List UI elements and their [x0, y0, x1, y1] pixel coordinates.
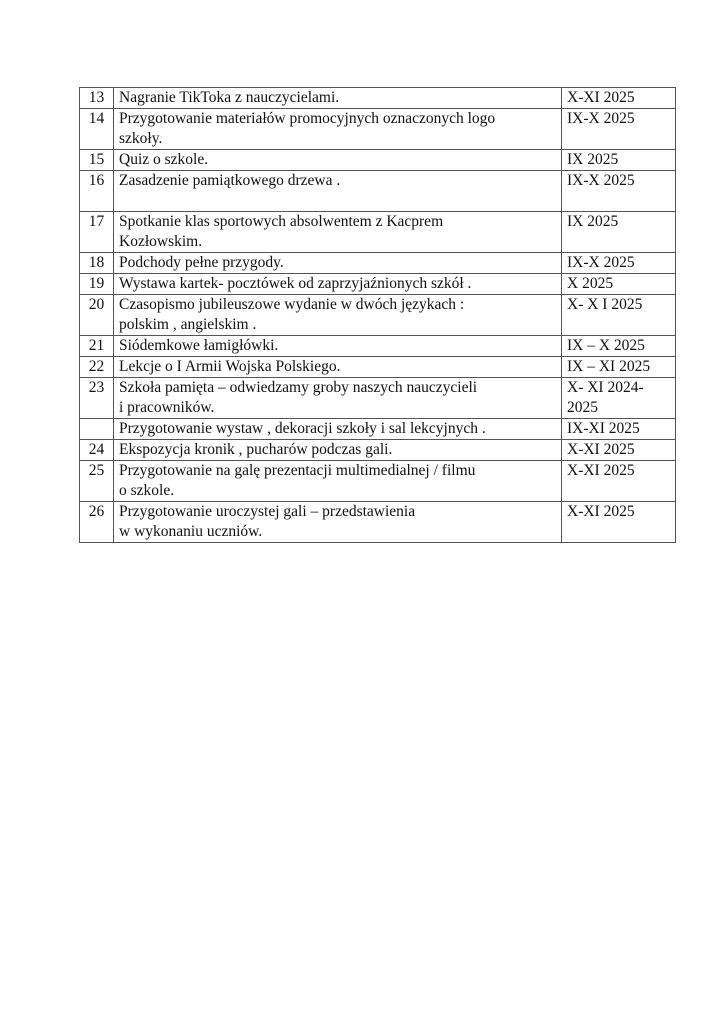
row-number: 13: [80, 88, 114, 109]
date-cell: [562, 461, 676, 502]
date-cell: [562, 253, 676, 274]
date-text: IX-X 2025: [567, 110, 635, 127]
task-cell: [114, 171, 562, 212]
task-text: w wykonaniu uczniów.: [119, 523, 263, 540]
task-cell: [114, 274, 562, 295]
date-text: IX 2025: [567, 213, 619, 230]
row-number: 14: [80, 109, 114, 150]
date-cell: [562, 150, 676, 171]
row-number: 22: [80, 357, 114, 378]
task-cell: [114, 109, 562, 150]
date-text: IX-X 2025: [567, 254, 635, 271]
date-text: IX 2025: [567, 151, 619, 168]
row-number: 23: [80, 378, 114, 419]
date-cell: [562, 295, 676, 336]
date-text: X-XI 2025: [567, 441, 635, 458]
date-cell: [562, 171, 676, 212]
task-text: Zasadzenie pamiątkowego drzewa .: [119, 172, 341, 189]
row-number: 15: [80, 150, 114, 171]
date-cell: [562, 88, 676, 109]
row-number: 18: [80, 253, 114, 274]
date-text: IX – XI 2025: [567, 358, 651, 375]
task-cell: [114, 253, 562, 274]
row-number: 19: [80, 274, 114, 295]
task-cell: [114, 357, 562, 378]
task-text: polskim , angielskim .: [119, 316, 257, 333]
table-row: [80, 150, 676, 171]
table-row: [80, 357, 676, 378]
task-text: Ekspozycja kronik , pucharów podczas gali.: [119, 441, 393, 458]
task-text: Lekcje o I Armii Wojska Polskiego.: [119, 358, 341, 375]
task-text: Przygotowanie wystaw , dekoracji szkoły i sal lekcyjnych .: [119, 420, 486, 437]
task-text: Siódemkowe łamigłówki.: [119, 337, 279, 354]
task-text: [119, 191, 561, 211]
row-number: 20: [80, 295, 114, 336]
task-cell: [114, 88, 562, 109]
task-text: Wystawa kartek- pocztówek od zaprzyjaźnionych szkół .: [119, 275, 472, 292]
date-text: X-XI 2025: [567, 462, 635, 479]
date-cell: [562, 502, 676, 543]
task-text: Przygotowanie na galę prezentacji multimedialnej / filmu: [119, 462, 476, 479]
task-cell: [114, 150, 562, 171]
date-cell: [562, 336, 676, 357]
task-cell: [114, 378, 562, 419]
date-text: X- X I 2025: [567, 296, 643, 313]
task-text: i pracowników.: [119, 399, 215, 416]
date-text: X-XI 2025: [567, 89, 635, 106]
table-row: [80, 171, 676, 212]
table-row: [80, 253, 676, 274]
table-row: [80, 419, 676, 440]
date-text: 2025: [567, 399, 598, 416]
row-number: [80, 419, 114, 440]
task-cell: [114, 502, 562, 543]
date-text: IX-XI 2025: [567, 420, 640, 437]
table-row: [80, 212, 676, 253]
row-number: 16: [80, 171, 114, 212]
table-row: [80, 295, 676, 336]
table-row: [80, 440, 676, 461]
schedule-table: [79, 87, 676, 543]
task-text: Przygotowanie materiałów promocyjnych oznaczonych logo: [119, 110, 496, 127]
task-cell: [114, 440, 562, 461]
task-text: Podchody pełne przygody.: [119, 254, 284, 271]
date-text: X- XI 2024-: [567, 379, 644, 396]
task-cell: [114, 419, 562, 440]
date-cell: [562, 357, 676, 378]
table-row: [80, 378, 676, 419]
row-number: 24: [80, 440, 114, 461]
task-text: Quiz o szkole.: [119, 151, 209, 168]
row-number: 26: [80, 502, 114, 543]
table-body: [80, 88, 676, 543]
date-cell: [562, 378, 676, 419]
table-row: [80, 274, 676, 295]
date-text: IX-X 2025: [567, 172, 635, 189]
table-row: [80, 109, 676, 150]
table-row: [80, 502, 676, 543]
date-cell: [562, 419, 676, 440]
table-row: [80, 88, 676, 109]
row-number: 17: [80, 212, 114, 253]
date-cell: [562, 440, 676, 461]
row-number: 25: [80, 461, 114, 502]
task-text: szkoły.: [119, 130, 163, 147]
date-text: X-XI 2025: [567, 503, 635, 520]
date-cell: [562, 274, 676, 295]
task-cell: [114, 461, 562, 502]
task-cell: [114, 212, 562, 253]
task-text: Nagranie TikToka z nauczycielami.: [119, 89, 340, 106]
task-text: o szkole.: [119, 482, 175, 499]
task-cell: [114, 295, 562, 336]
task-text: Szkoła pamięta – odwiedzamy groby naszych nauczycieli: [119, 379, 478, 396]
task-text: Przygotowanie uroczystej gali – przedstawienia: [119, 503, 416, 520]
table-row: [80, 461, 676, 502]
row-number: 21: [80, 336, 114, 357]
date-cell: [562, 212, 676, 253]
task-text: Spotkanie klas sportowych absolwentem z Kacprem: [119, 213, 444, 230]
task-text: Czasopismo jubileuszowe wydanie w dwóch językach :: [119, 296, 465, 313]
task-cell: [114, 336, 562, 357]
date-text: X 2025: [567, 275, 614, 292]
date-text: IX – X 2025: [567, 337, 645, 354]
table-row: [80, 336, 676, 357]
task-text: Kozłowskim.: [119, 233, 203, 250]
date-cell: [562, 109, 676, 150]
